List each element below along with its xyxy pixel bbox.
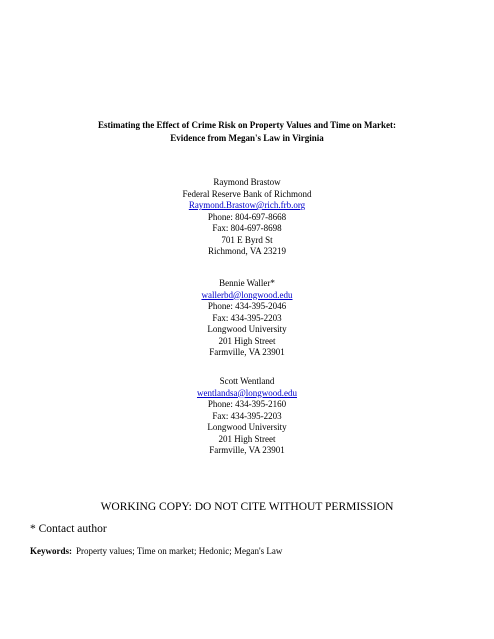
author-phone: Phone: 434-395-2046	[207, 301, 287, 311]
author-fax: Fax: 434-395-2203	[212, 410, 282, 421]
author-street: 201 High Street	[218, 335, 276, 346]
author-fax: Fax: 804-697-8698	[212, 223, 282, 233]
author-block-waller	[97, 278, 397, 359]
author-affiliation: Longwood University	[207, 324, 287, 334]
author-city: Farmville, VA 23901	[209, 347, 285, 357]
author-email-link[interactable]: wentlandsa@longwood.edu	[196, 387, 298, 398]
keywords-label: Keywords:	[30, 546, 72, 556]
author-name: Scott Wentland	[219, 376, 275, 386]
author-name: Bennie Waller*	[219, 278, 275, 288]
author-phone: Phone: 434-395-2160	[207, 399, 287, 409]
working-copy-notice: WORKING COPY: DO NOT CITE WITHOUT PERMISSION	[100, 501, 394, 513]
author-street: 701 E Byrd St	[221, 234, 273, 245]
author-email-link[interactable]: Raymond.Brastow@rich.frb.org	[188, 200, 306, 210]
author-affiliation: Federal Reserve Bank of Richmond	[182, 188, 312, 199]
paper-title-line-1: Estimating the Effect of Crime Risk on Property Values and Time on Market:	[98, 120, 396, 130]
contact-author-note: * Contact author	[30, 523, 107, 535]
author-name: Raymond Brastow	[213, 177, 281, 187]
author-email-link[interactable]: wallerbd@longwood.edu	[201, 289, 293, 300]
keywords-line	[30, 545, 282, 557]
keywords-text: Property values; Time on market; Hedonic; Megan's Law	[76, 546, 283, 556]
author-fax: Fax: 434-395-2203	[212, 312, 282, 323]
paper-title	[40, 119, 454, 145]
author-city: Farmville, VA 23901	[209, 445, 285, 455]
author-affiliation: Longwood University	[207, 422, 287, 432]
author-street: 201 High Street	[218, 433, 276, 444]
author-block-brastow	[97, 177, 397, 258]
author-city: Richmond, VA 23219	[208, 246, 286, 256]
author-phone: Phone: 804-697-8668	[207, 211, 287, 222]
paper-title-line-2: Evidence from Megan's Law in Virginia	[170, 133, 324, 143]
author-block-wentland	[97, 376, 397, 457]
